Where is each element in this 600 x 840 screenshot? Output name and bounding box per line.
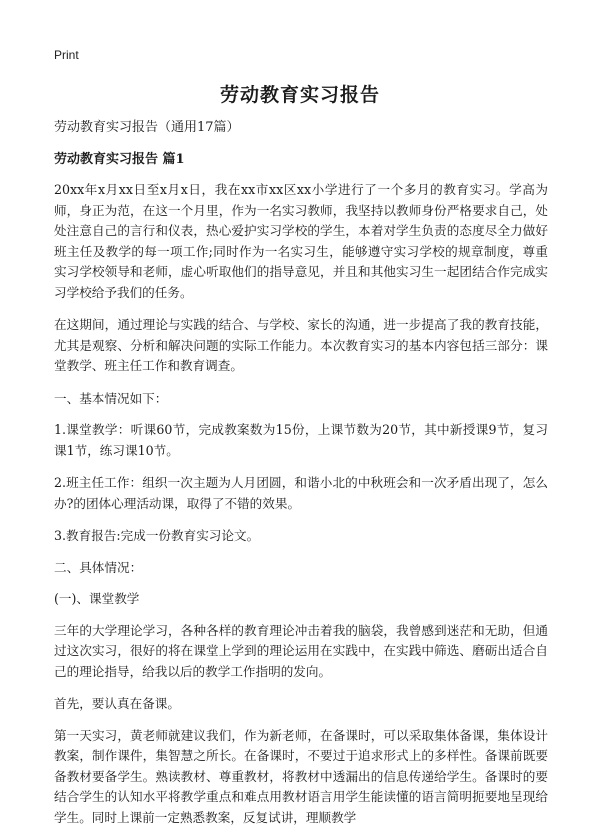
paragraph-classroom-heading: (一)、课堂教学: [54, 591, 140, 606]
paragraph-item-teaching: 1.课堂教学：听课60节，完成教案数为15份，上课节数为20节，其中新授课9节，复习课1节，练习课10节。: [54, 422, 548, 458]
paragraph-intro: 20xx年x月xx日至x月x日，我在xx市xx区xx小学进行了一个多月的教育实习。学高为师，身正为范，在这一个月里，作为一名实习教师，我坚持以教师身份严格要求自己，处处注意自己的言行和仪表，热心爱护实习学校的学生，本着对学生负责的态度尽全力做好班主任及教学的每一项工作;同时作为一名实习生，能够遵守实习学校的规章制度，尊重实习学校领导和老师，虚心听取他们的指导意见，并且和其他实习生一起团结合作完成实习学校给予我们的任务。: [54, 182, 548, 300]
paragraph-prepare-heading: 首先，要认真在备课。: [54, 696, 180, 711]
paragraph-overview: 在这期间，通过理论与实践的结合、与学校、家长的沟通，进一步提高了我的教育技能，尤其是观察、分析和解决问题的实际工作能力。本次教育实习的基本内容包括三部分：课堂教学、班主任工作和教育调查。: [54, 317, 548, 373]
paragraph-prepare-detail: 第一天实习，黄老师就建议我们，作为新老师，在备课时，可以采取集体备课，集体设计教案，制作课件，集智慧之所长。在备课时，不要过于追求形式上的多样性。备课前既要备教材要备学生。熟读教材、尊重教材，将教材中透漏出的信息传递给学生。备课时的要结合学生的认知水平将教学重点和难点用教材语言用学生能读懂的语言简明扼要地呈现给学生。同时上课前一定熟悉教案，反复试讲，理顺教学: [54, 727, 548, 825]
paragraph-detail-heading: 二、具体情况：: [54, 559, 143, 575]
document-body: [54, 118, 548, 840]
document-title: 劳动教育实习报告: [219, 84, 380, 106]
paragraph-item-homeroom: 2.班主任工作：组织一次主题为人月团圆，和谐小北的中秋班会和一次矛盾出现了，怎么办?的团体心理活动课，取得了不错的效果。: [54, 475, 548, 511]
section-heading: 劳动教育实习报告 篇1: [54, 152, 185, 167]
document-subtitle: 劳动教育实习报告（通用17篇）: [54, 120, 240, 135]
paragraph-item-report: 3.教育报告:完成一份教育实习论文。: [54, 528, 260, 543]
paragraph-basic-heading: 一、基本情况如下：: [54, 390, 168, 406]
paragraph-theory: 三年的大学理论学习，各种各样的教育理论冲击着我的脑袋，我曾感到迷茫和无助，但通过这次实习，很好的将在课堂上学到的理论运用在实践中，在实践中筛选、磨砺出适合自己的理论指导，给我以后的教学工作指明的发向。: [54, 622, 548, 679]
print-link[interactable]: Print: [54, 48, 79, 62]
